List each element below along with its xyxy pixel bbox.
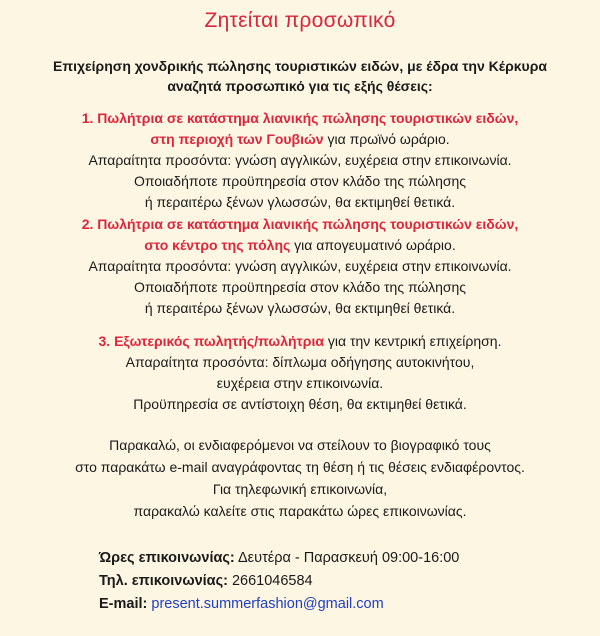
contact-hours-label: Ώρες επικοινωνίας: [99,550,235,566]
position-1-location: στη περιοχή των Γουβιών [150,131,324,147]
position-1-heading: 1. Πωλήτρια σε κατάστημα λιανικής πώλησης τουριστικών ειδών, [81,110,519,126]
contact-hours-value: Δευτέρα - Παρασκευή 09:00-16:00 [234,550,460,566]
position-1-line: ή περαιτέρω ξένων γλωσσών, θα εκτιμηθεί θετικά. [144,194,456,210]
position-3-heading [0,331,600,352]
position-1-schedule: για πρωϊνό ωράριο. [323,131,450,147]
position-2-line: Οποιαδήποτε προϋπηρεσία στον κλάδο της πώλησης [133,279,467,295]
contact-phone-label: Τηλ. επικοινωνίας: [99,573,228,589]
position-1-line: Απαραίτητα προσόντα: γνώση αγγλικών, ευχέρεια στην επικοινωνία. [88,152,512,168]
position-1-subheading [0,129,600,150]
position-3-title: 3. Εξωτερικός πωλητής/πωλήτρια [98,333,324,349]
position-3 [0,331,600,415]
contact-phone-value: 2661046584 [227,573,313,589]
contact-phone [99,570,579,593]
position-3-line: Προϋπηρεσία σε αντίστοιχη θέση, θα εκτιμηθεί θετικά. [133,396,467,412]
position-2-line: Απαραίτητα προσόντα: γνώση αγγλικών, ευχέρεια στην επικοινωνία. [88,258,512,274]
contact-email [99,593,579,616]
contact-hours [99,547,579,570]
intro-line: Επιχείρηση χονδρικής πώλησης τουριστικών ειδών, με έδρα την Κέρκυρα [53,58,547,74]
position-2-location: στο κέντρο της πόλης [144,237,291,253]
contact-note-line: παρακαλώ καλείτε στις παρακάτω ώρες επικοινωνίας. [133,503,467,519]
contact-note-line: στο παρακάτω e-mail αναγράφοντας τη θέση ή τις θέσεις ενδιαφέροντος. [75,459,525,475]
position-2 [0,214,600,319]
position-3-location: για την κεντρική επιχείρηση. [323,333,502,349]
intro-line: αναζητά προσωπικό για τις εξής θέσεις: [167,78,433,94]
position-1 [0,108,600,213]
position-2-heading: 2. Πωλήτρια σε κατάστημα λιανικής πώλησης τουριστικών ειδών, [81,216,519,232]
page-title: Ζητείται προσωπικό [204,9,396,32]
position-3-line: Απαραίτητα προσόντα: δίπλωμα οδήγησης αυτοκινήτου, [125,354,475,370]
position-2-schedule: για απογευματινό ωράριο. [290,237,456,253]
contact-note-line: Για τηλεφωνική επικοινωνία, [212,481,388,497]
position-3-line: ευχέρεια στην επικοινωνία. [216,375,384,391]
contact-note [0,434,600,522]
contact-email-label: E-mail: [99,596,148,612]
email-link[interactable]: present.summerfashion@gmail.com [151,596,384,612]
intro-text [0,56,600,96]
position-1-line: Οποιαδήποτε προϋπηρεσία στον κλάδο της πώλησης [133,173,467,189]
position-2-line: ή περαιτέρω ξένων γλωσσών, θα εκτιμηθεί θετικά. [144,300,456,316]
contact-details [99,547,579,616]
position-2-subheading [0,235,600,256]
contact-note-line: Παρακαλώ, οι ενδιαφερόμενοι να στείλουν το βιογραφικό τους [109,437,491,453]
